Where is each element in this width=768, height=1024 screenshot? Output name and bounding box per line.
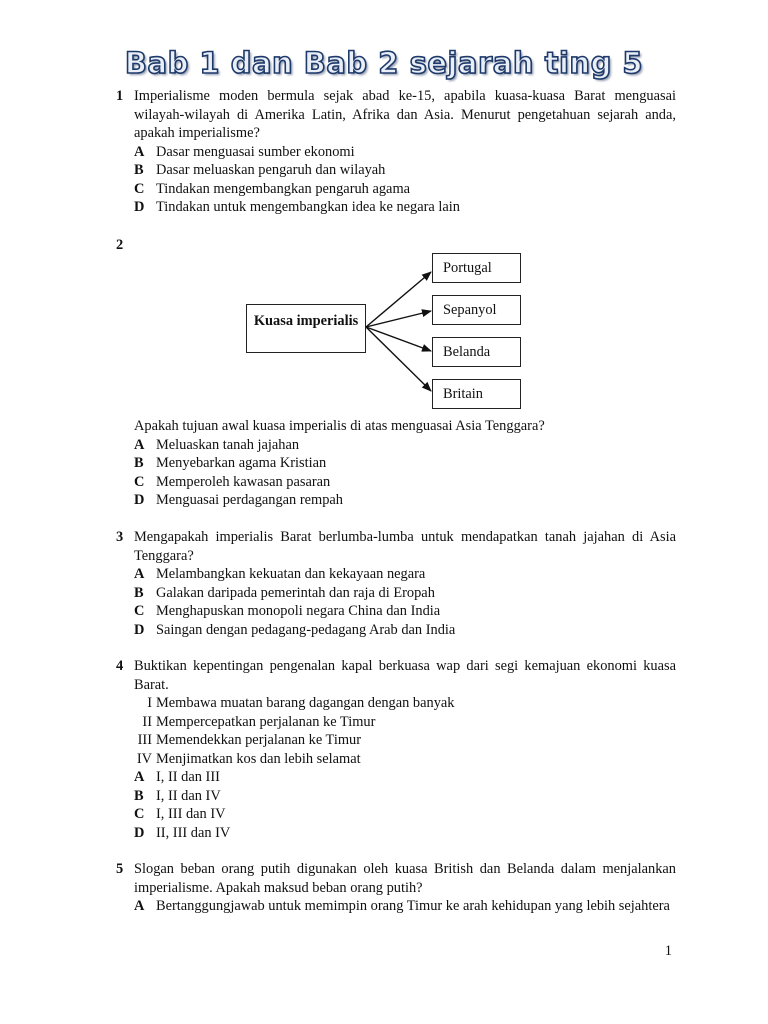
option-c: C Tindakan mengembangkan pengaruh agama — [134, 180, 411, 197]
option-c: C I, III dan IV — [134, 806, 226, 822]
option-a: A Bertanggungjawab untuk memimpin orang Timur ke arah kehidupan yang lebih sejahtera — [134, 898, 670, 914]
statement-iii: III Memendekkan perjalanan ke Timur — [137, 732, 362, 748]
page-number: 1 — [664, 943, 672, 959]
option-d: D Saingan dengan pedagang-pedagang Arab dan India — [134, 621, 456, 638]
option-c: C Menghapuskan monopoli negara China dan India — [134, 603, 441, 619]
question-4 — [116, 657, 676, 842]
target-box-portugal: Portugal — [432, 253, 521, 283]
option-b: B I, II dan IV — [134, 787, 221, 804]
option-a: A Melambangkan kekuatan dan kekayaan negara — [134, 566, 426, 582]
arrow-to-britain — [366, 327, 431, 391]
option-d: D Menguasai perdagangan rempah — [134, 492, 344, 508]
option-b: B Menyebarkan agama Kristian — [134, 455, 327, 471]
question-number: 2 — [116, 237, 124, 253]
option-d: D II, III dan IV — [134, 824, 231, 841]
question-stem: Slogan beban orang putih digunakan oleh kuasa British dan Belanda dalam menjalankan imperialisme. Apakah maksud beban orang putih? — [134, 861, 676, 896]
arrow-to-belanda — [366, 327, 431, 351]
question-number: 1 — [116, 88, 124, 104]
statement-ii: II Mempercepatkan perjalanan ke Timur — [142, 713, 376, 730]
question-stem: Buktikan kepentingan pengenalan kapal berkuasa wap dari segi kemajuan ekonomi kuasa Barat. — [134, 658, 676, 693]
target-box-britain: Britain — [432, 379, 521, 409]
option-b: B Dasar meluaskan pengaruh dan wilayah — [134, 162, 386, 178]
question-5 — [116, 860, 676, 916]
question-stem: Apakah tujuan awal kuasa imperialis di atas menguasai Asia Tenggara? — [134, 418, 545, 434]
target-box-sepanyol: Sepanyol — [432, 295, 521, 325]
question-2 — [116, 417, 676, 510]
question-number: 3 — [116, 529, 124, 545]
option-b: B Galakan daripada pemerintah dan raja di Eropah — [134, 584, 435, 601]
option-c: C Memperoleh kawasan pasaran — [134, 473, 331, 490]
question-3 — [116, 528, 676, 639]
option-a: A Dasar menguasai sumber ekonomi — [134, 143, 355, 160]
option-a: A Meluaskan tanah jajahan — [134, 436, 300, 453]
option-d: D Tindakan untuk mengembangkan idea ke negara lain — [134, 199, 460, 215]
question-stem: Imperialisme moden bermula sejak abad ke-15, apabila kuasa-kuasa Barat menguasai wilayah-wilayah di Amerika Latin, Afrika dan Asia. Menurut pengetahuan sejarah anda, apakah imperialisme? — [134, 88, 676, 141]
statement-iv: IV Menjimatkan kos dan lebih selamat — [136, 750, 361, 767]
document-title: Bab 1 dan Bab 2 sejarah ting 5 — [124, 46, 644, 80]
statement-i: I Membawa muatan barang dagangan dengan banyak — [147, 695, 455, 711]
question-number: 5 — [116, 861, 124, 877]
target-box-belanda: Belanda — [432, 337, 521, 367]
question-stem: Mengapakah imperialis Barat berlumba-lumba untuk mendapatkan tanah jajahan di Asia Tenggara? — [134, 529, 676, 564]
source-box-kuasa-imperialis: Kuasa imperialis — [246, 304, 366, 353]
question-number: 4 — [116, 658, 124, 674]
option-a: A I, II dan III — [134, 769, 220, 785]
imperialis-diagram-arrows — [0, 0, 768, 420]
